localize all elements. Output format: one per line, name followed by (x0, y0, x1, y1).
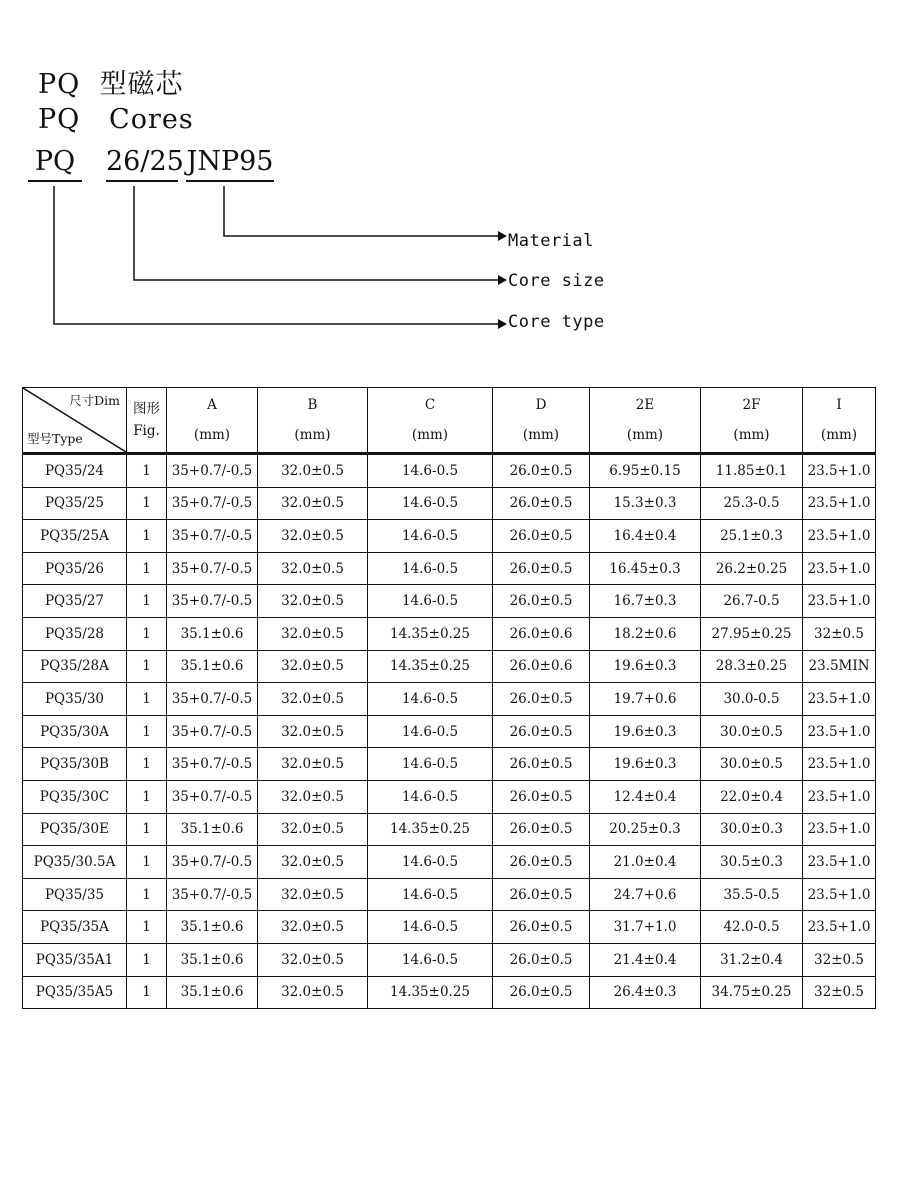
cell-model: PQ35/35A5 (23, 976, 127, 1009)
col-unit: (mm) (294, 427, 331, 443)
legend-size-label: Core size (508, 271, 605, 291)
cell-2f: 30.0-0.5 (701, 683, 803, 716)
cell-2f: 25.1±0.3 (701, 520, 803, 553)
cell-b: 32.0±0.5 (258, 650, 368, 683)
cell-fig: 1 (127, 976, 167, 1009)
cell-a: 35.1±0.6 (167, 813, 258, 846)
cell-fig: 1 (127, 878, 167, 911)
cell-2f: 27.95±0.25 (701, 617, 803, 650)
cell-fig: 1 (127, 520, 167, 553)
corner-header (23, 388, 127, 454)
cell-2e: 19.6±0.3 (590, 748, 701, 781)
legend-material-label: Material (508, 231, 594, 251)
cell-fig: 1 (127, 552, 167, 585)
cell-2e: 19.6±0.3 (590, 650, 701, 683)
col-header-d (493, 388, 590, 454)
cell-c: 14.6-0.5 (368, 487, 493, 520)
table-row (23, 813, 876, 846)
table-row (23, 617, 876, 650)
col-name: 2E (635, 397, 655, 413)
table-row (23, 780, 876, 813)
cell-i: 23.5+1.0 (803, 683, 876, 716)
cell-a: 35.1±0.6 (167, 650, 258, 683)
code-core-size: 26/25 (106, 146, 178, 182)
cell-a: 35+0.7/-0.5 (167, 552, 258, 585)
cell-a: 35+0.7/-0.5 (167, 683, 258, 716)
cell-c: 14.35±0.25 (368, 813, 493, 846)
cell-2f: 30.0±0.5 (701, 748, 803, 781)
cell-d: 26.0±0.6 (493, 650, 590, 683)
fig-header-zh: 图形 (133, 401, 160, 417)
cell-b: 32.0±0.5 (258, 846, 368, 879)
cell-2f: 26.7-0.5 (701, 585, 803, 618)
cell-i: 23.5+1.0 (803, 715, 876, 748)
cell-model: PQ35/25A (23, 520, 127, 553)
col-name: A (207, 397, 217, 413)
legend-diagram (0, 0, 900, 360)
cell-c: 14.6-0.5 (368, 878, 493, 911)
cell-c: 14.6-0.5 (368, 943, 493, 976)
cell-a: 35.1±0.6 (167, 976, 258, 1009)
col-unit: (mm) (820, 427, 858, 443)
size-leader-line (134, 186, 498, 280)
cell-c: 14.6-0.5 (368, 585, 493, 618)
cell-c: 14.6-0.5 (368, 780, 493, 813)
cell-i: 23.5+1.0 (803, 585, 876, 618)
cell-a: 35+0.7/-0.5 (167, 520, 258, 553)
cell-i: 23.5+1.0 (803, 846, 876, 879)
col-header-a (167, 388, 258, 454)
cell-model: PQ35/24 (23, 454, 127, 488)
cell-fig: 1 (127, 911, 167, 944)
cell-model: PQ35/25 (23, 487, 127, 520)
col-unit: (mm) (733, 427, 770, 443)
cell-2f: 11.85±0.1 (701, 454, 803, 488)
col-name: D (535, 397, 547, 413)
cell-a: 35+0.7/-0.5 (167, 780, 258, 813)
cell-b: 32.0±0.5 (258, 552, 368, 585)
col-name: I (836, 397, 842, 413)
cell-2f: 30.0±0.3 (701, 813, 803, 846)
cell-d: 26.0±0.5 (493, 454, 590, 488)
col-name: B (307, 397, 318, 413)
cell-2f: 22.0±0.4 (701, 780, 803, 813)
cell-model: PQ35/35 (23, 878, 127, 911)
cell-d: 26.0±0.5 (493, 878, 590, 911)
legend-type-label: Core type (508, 312, 605, 332)
cell-d: 26.0±0.5 (493, 683, 590, 716)
cell-i: 32±0.5 (803, 617, 876, 650)
cell-d: 26.0±0.5 (493, 552, 590, 585)
cell-2e: 26.4±0.3 (590, 976, 701, 1009)
cell-model: PQ35/30 (23, 683, 127, 716)
table-row (23, 911, 876, 944)
cell-model: PQ35/27 (23, 585, 127, 618)
cell-fig: 1 (127, 748, 167, 781)
cell-i: 23.5+1.0 (803, 487, 876, 520)
cell-b: 32.0±0.5 (258, 454, 368, 488)
cell-b: 32.0±0.5 (258, 617, 368, 650)
table-row (23, 520, 876, 553)
cell-i: 23.5+1.0 (803, 520, 876, 553)
cell-fig: 1 (127, 846, 167, 879)
cell-fig: 1 (127, 617, 167, 650)
cell-2e: 12.4±0.4 (590, 780, 701, 813)
cell-2e: 19.6±0.3 (590, 715, 701, 748)
cell-i: 23.5+1.0 (803, 780, 876, 813)
corner-type-label: 型号Type (27, 431, 83, 446)
col-unit: (mm) (193, 427, 231, 443)
table-row (23, 552, 876, 585)
corner-dim-label: 尺寸Dim (69, 393, 120, 408)
cell-model: PQ35/35A1 (23, 943, 127, 976)
cell-a: 35+0.7/-0.5 (167, 748, 258, 781)
col-header-c (368, 388, 493, 454)
cell-i: 32±0.5 (803, 943, 876, 976)
cell-a: 35.1±0.6 (167, 911, 258, 944)
cell-c: 14.6-0.5 (368, 748, 493, 781)
cell-fig: 1 (127, 585, 167, 618)
cell-b: 32.0±0.5 (258, 943, 368, 976)
table-row (23, 585, 876, 618)
cell-b: 32.0±0.5 (258, 683, 368, 716)
cell-a: 35+0.7/-0.5 (167, 715, 258, 748)
cell-model: PQ35/30C (23, 780, 127, 813)
cell-fig: 1 (127, 813, 167, 846)
cell-i: 23.5+1.0 (803, 813, 876, 846)
cell-a: 35.1±0.6 (167, 943, 258, 976)
cell-i: 32±0.5 (803, 976, 876, 1009)
cell-a: 35+0.7/-0.5 (167, 878, 258, 911)
spec-table (22, 387, 876, 1009)
cell-model: PQ35/30A (23, 715, 127, 748)
cell-c: 14.6-0.5 (368, 846, 493, 879)
cell-fig: 1 (127, 683, 167, 716)
col-unit: (mm) (626, 427, 664, 443)
type-leader-line (54, 186, 498, 324)
table-row (23, 487, 876, 520)
cell-2e: 16.7±0.3 (590, 585, 701, 618)
cell-2e: 24.7+0.6 (590, 878, 701, 911)
cell-i: 23.5+1.0 (803, 454, 876, 488)
cell-2f: 30.5±0.3 (701, 846, 803, 879)
cell-b: 32.0±0.5 (258, 911, 368, 944)
cell-2f: 30.0±0.5 (701, 715, 803, 748)
col-name: 2F (742, 397, 761, 413)
cell-2f: 25.3-0.5 (701, 487, 803, 520)
cell-a: 35+0.7/-0.5 (167, 846, 258, 879)
cell-model: PQ35/28A (23, 650, 127, 683)
cell-b: 32.0±0.5 (258, 976, 368, 1009)
col-header-2e (590, 388, 701, 454)
cell-2f: 34.75±0.25 (701, 976, 803, 1009)
cell-c: 14.6-0.5 (368, 552, 493, 585)
fig-header-en: Fig. (133, 423, 160, 439)
cell-b: 32.0±0.5 (258, 780, 368, 813)
cell-a: 35+0.7/-0.5 (167, 585, 258, 618)
title-chinese: PQ 型磁芯 (38, 69, 184, 100)
cell-c: 14.6-0.5 (368, 911, 493, 944)
cell-fig: 1 (127, 943, 167, 976)
cell-2e: 20.25±0.3 (590, 813, 701, 846)
cell-2f: 31.2±0.4 (701, 943, 803, 976)
cell-d: 26.0±0.5 (493, 943, 590, 976)
table-row (23, 650, 876, 683)
cell-a: 35.1±0.6 (167, 617, 258, 650)
table-row (23, 715, 876, 748)
cell-2f: 42.0-0.5 (701, 911, 803, 944)
cell-c: 14.35±0.25 (368, 617, 493, 650)
col-header-b (258, 388, 368, 454)
cell-2e: 16.4±0.4 (590, 520, 701, 553)
cell-2f: 35.5-0.5 (701, 878, 803, 911)
cell-2f: 26.2±0.25 (701, 552, 803, 585)
cell-fig: 1 (127, 715, 167, 748)
cell-d: 26.0±0.6 (493, 617, 590, 650)
cell-c: 14.35±0.25 (368, 976, 493, 1009)
cell-b: 32.0±0.5 (258, 585, 368, 618)
table-row (23, 683, 876, 716)
cell-i: 23.5+1.0 (803, 748, 876, 781)
cell-fig: 1 (127, 487, 167, 520)
material-arrow-icon (498, 231, 507, 241)
cell-d: 26.0±0.5 (493, 780, 590, 813)
cell-d: 26.0±0.5 (493, 585, 590, 618)
cell-c: 14.35±0.25 (368, 650, 493, 683)
cell-d: 26.0±0.5 (493, 748, 590, 781)
cell-model: PQ35/30B (23, 748, 127, 781)
cell-2e: 18.2±0.6 (590, 617, 701, 650)
table-row (23, 748, 876, 781)
table-header-row (23, 388, 876, 454)
cell-fig: 1 (127, 454, 167, 488)
cell-c: 14.6-0.5 (368, 715, 493, 748)
cell-2e: 19.7+0.6 (590, 683, 701, 716)
cell-fig: 1 (127, 780, 167, 813)
size-arrow-icon (498, 275, 507, 285)
col-header-2f (701, 388, 803, 454)
cell-i: 23.5+1.0 (803, 911, 876, 944)
col-unit: (mm) (411, 427, 449, 443)
cell-d: 26.0±0.5 (493, 813, 590, 846)
cell-d: 26.0±0.5 (493, 520, 590, 553)
cell-2e: 16.45±0.3 (590, 552, 701, 585)
cell-i: 23.5+1.0 (803, 878, 876, 911)
cell-i: 23.5+1.0 (803, 552, 876, 585)
table-body (23, 454, 876, 1009)
code-core-type: PQ (28, 146, 82, 182)
cell-model: PQ35/35A (23, 911, 127, 944)
cell-2e: 15.3±0.3 (590, 487, 701, 520)
cell-d: 26.0±0.5 (493, 911, 590, 944)
cell-2e: 31.7+1.0 (590, 911, 701, 944)
cell-b: 32.0±0.5 (258, 878, 368, 911)
table-row (23, 846, 876, 879)
cell-b: 32.0±0.5 (258, 715, 368, 748)
title-english: PQ Cores (38, 104, 194, 135)
col-header-i (803, 388, 876, 454)
table-row (23, 976, 876, 1009)
cell-2e: 21.0±0.4 (590, 846, 701, 879)
cell-c: 14.6-0.5 (368, 520, 493, 553)
cell-b: 32.0±0.5 (258, 487, 368, 520)
cell-d: 26.0±0.5 (493, 846, 590, 879)
table-row (23, 943, 876, 976)
cell-2e: 6.95±0.15 (590, 454, 701, 488)
cell-b: 32.0±0.5 (258, 520, 368, 553)
cell-b: 32.0±0.5 (258, 748, 368, 781)
table-row (23, 878, 876, 911)
cell-c: 14.6-0.5 (368, 683, 493, 716)
fig-header (127, 388, 167, 454)
col-name: C (424, 397, 436, 413)
cell-model: PQ35/28 (23, 617, 127, 650)
cell-i: 23.5MIN (803, 650, 876, 683)
cell-d: 26.0±0.5 (493, 715, 590, 748)
cell-model: PQ35/30.5A (23, 846, 127, 879)
table-row (23, 454, 876, 488)
cell-fig: 1 (127, 650, 167, 683)
cell-d: 26.0±0.5 (493, 487, 590, 520)
cell-d: 26.0±0.5 (493, 976, 590, 1009)
cell-2e: 21.4±0.4 (590, 943, 701, 976)
cell-b: 32.0±0.5 (258, 813, 368, 846)
cell-c: 14.6-0.5 (368, 454, 493, 488)
code-material: JNP95 (186, 146, 274, 182)
cell-model: PQ35/30E (23, 813, 127, 846)
cell-model: PQ35/26 (23, 552, 127, 585)
material-leader-line (224, 186, 498, 236)
cell-a: 35+0.7/-0.5 (167, 454, 258, 488)
cell-2f: 28.3±0.25 (701, 650, 803, 683)
type-arrow-icon (498, 319, 507, 329)
cell-a: 35+0.7/-0.5 (167, 487, 258, 520)
col-unit: (mm) (522, 427, 560, 443)
